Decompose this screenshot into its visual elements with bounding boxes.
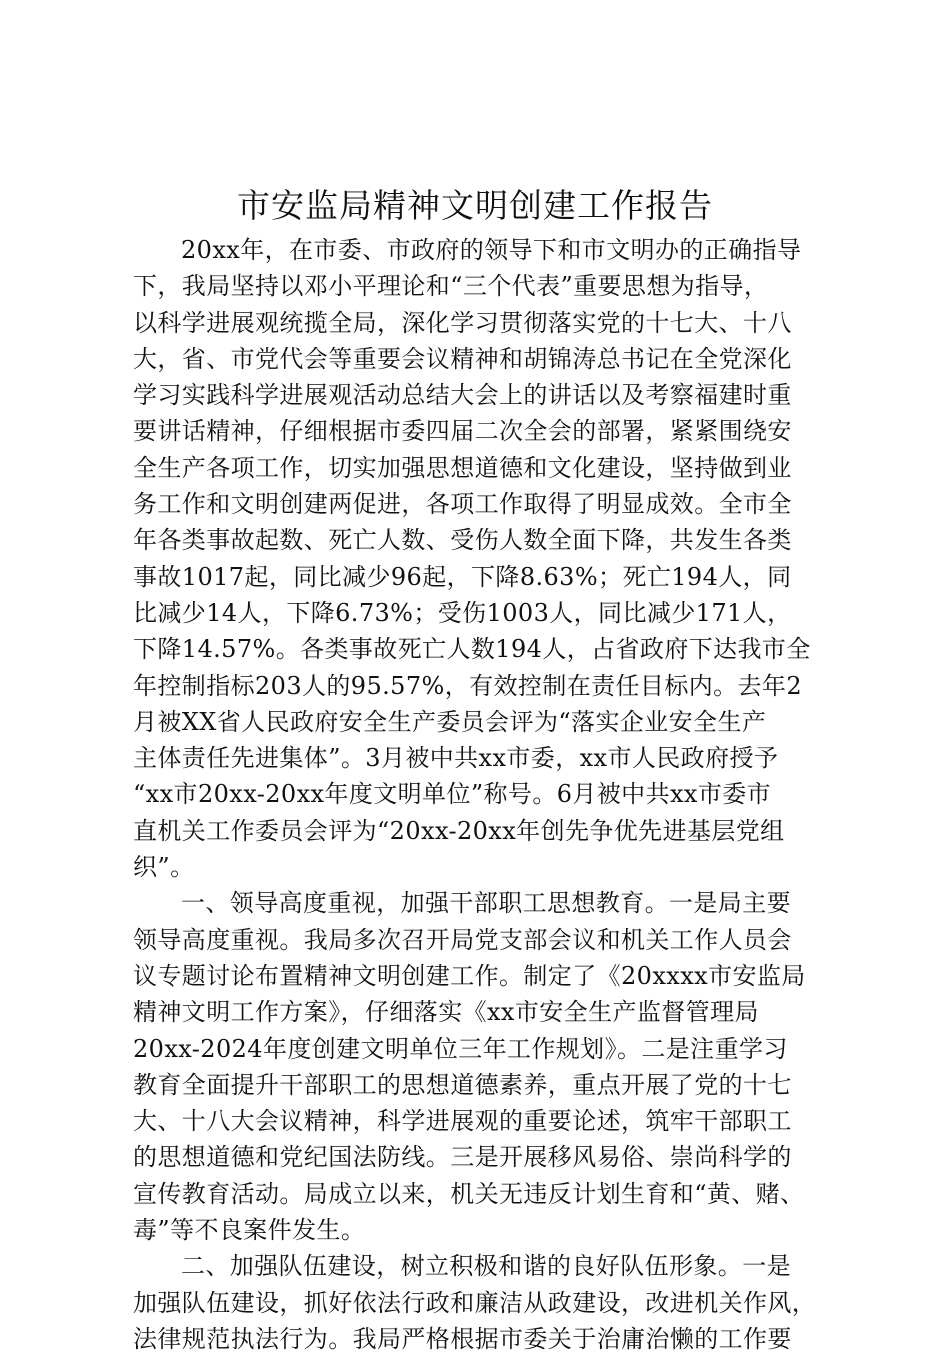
body-line: 事故1017起，同比减少96起，下降8.63%；死亡194人，同 [133, 562, 792, 591]
body-line: 比减少14人，下降6.73%；受伤1003人，同比减少171人， [133, 598, 792, 627]
body-line: 20xx年，在市委、市政府的领导下和市文明办的正确指导 [181, 236, 802, 264]
body-line: 下，我局坚持以邓小平理论和“三个代表”重要思想为指导， [133, 272, 769, 301]
body-line: 学习实践科学进展观活动总结大会上的讲话以及考察福建时重 [133, 381, 792, 410]
body-line: 要讲话精神，仔细根据市委四届二次全会的部署，紧紧围绕安 [133, 417, 792, 446]
body-line: “xx市20xx-20xx年度文明单位”称号。6月被中共xx市委市 [133, 780, 772, 809]
body-line: 大、十八大会议精神，科学进展观的重要论述，筑牢干部职工 [133, 1107, 792, 1136]
section-heading-line: 二、加强队伍建设，树立积极和谐的良好队伍形象。一是 [181, 1252, 791, 1281]
body-line: 教育全面提升干部职工的思想道德素养，重点开展了党的十七 [133, 1070, 792, 1099]
body-line: 主体责任先进集体”。3月被中共xx市委，xx市人民政府授予 [133, 744, 779, 773]
body-line: 年各类事故起数、死亡人数、受伤人数全面下降，共发生各类 [133, 526, 792, 555]
body-line: 年控制指标203人的95.57%，有效控制在责任目标内。去年2 [133, 671, 802, 700]
body-line: 20xx-2024年度创建文明单位三年工作规划》。二是注重学习 [133, 1034, 788, 1063]
body-line: 宣传教育活动。局成立以来，机关无违反计划生育和“黄、赌、 [133, 1179, 805, 1208]
document-body [133, 232, 833, 1357]
body-line: 直机关工作委员会评为“20xx-20xx年创先争优先进基层党组 [133, 816, 785, 845]
body-line: 议专题讨论布置精神文明创建工作。制定了《20xxxx市安监局 [133, 961, 806, 990]
body-line: 月被XX省人民政府安全生产委员会评为“落实企业安全生产 [133, 707, 767, 736]
body-line: 毒”等不良案件发生。 [133, 1216, 366, 1245]
body-line: 织”。 [133, 853, 195, 882]
body-line: 领导高度重视。我局多次召开局党支部会议和机关工作人员会 [133, 925, 792, 954]
body-line: 全生产各项工作，切实加强思想道德和文化建设，坚持做到业 [133, 453, 792, 482]
body-line: 下降14.57%。各类事故死亡人数194人，占省政府下达我市全 [133, 635, 811, 664]
body-line: 法律规范执法行为。我局严格根据市委关于治庸治懒的工作要 [133, 1324, 792, 1353]
document-title: 市安监局精神文明创建工作报告 [237, 186, 713, 225]
body-line: 以科学进展观统揽全局，深化学习贯彻落实党的十七大、十八 [133, 308, 792, 337]
body-line: 加强队伍建设，抓好依法行政和廉洁从政建设，改进机关作风， [133, 1288, 817, 1317]
section-heading-line: 一、领导高度重视，加强干部职工思想教育。一是局主要 [181, 889, 791, 918]
body-line: 精神文明工作方案》，仔细落实《xx市安全生产监督管理局 [133, 998, 759, 1027]
body-line: 务工作和文明创建两促进，各项工作取得了明显成效。全市全 [133, 490, 792, 519]
body-line: 的思想道德和党纪国法防线。三是开展移风易俗、崇尚科学的 [133, 1143, 792, 1172]
body-line: 大，省、市党代会等重要会议精神和胡锦涛总书记在全党深化 [133, 344, 792, 373]
